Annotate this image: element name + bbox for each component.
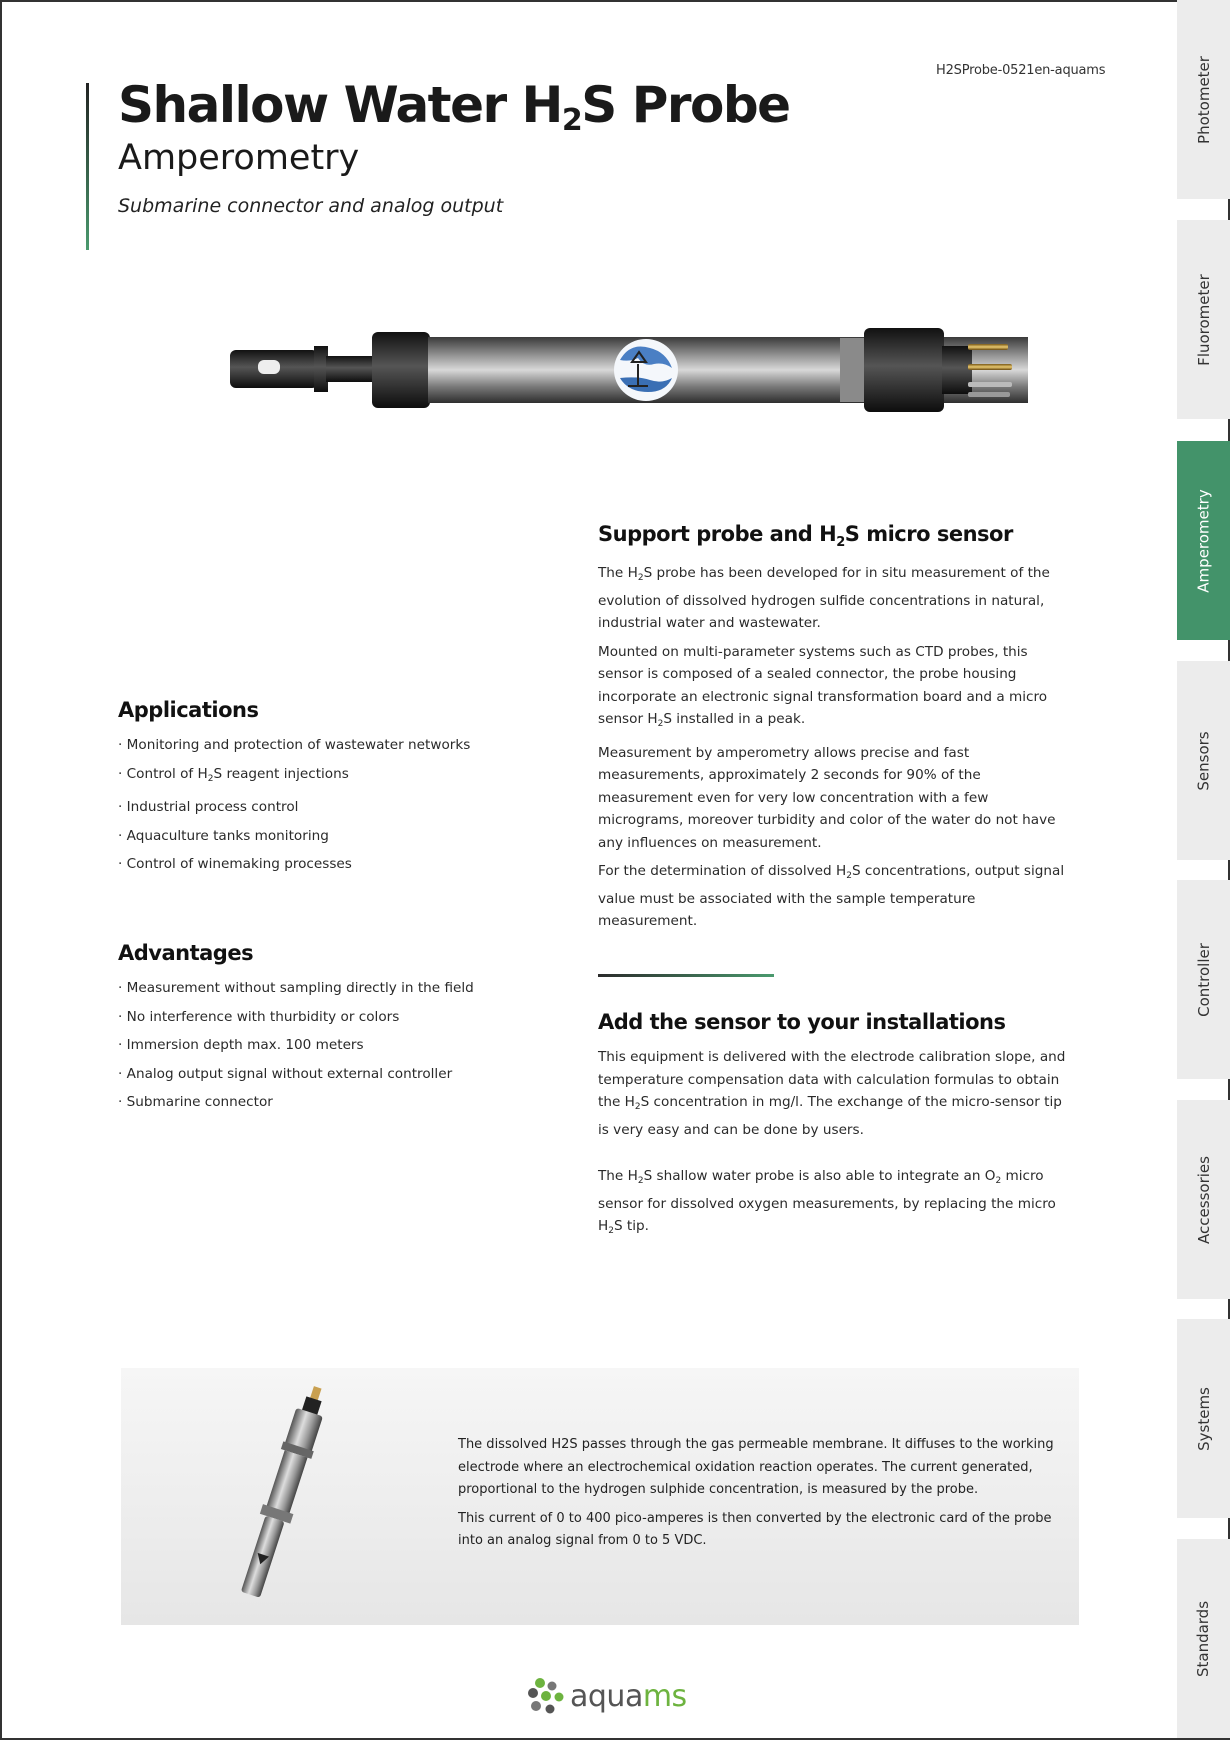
tab-standards[interactable]: Standards — [1177, 1539, 1230, 1738]
list-item: · Industrial process control — [118, 796, 558, 819]
advantages-list — [118, 977, 558, 1114]
sensor-tip-image — [216, 1383, 356, 1613]
logo-dots-icon — [526, 1677, 566, 1715]
tab-fluorometer[interactable]: Fluorometer — [1177, 220, 1230, 419]
tab-controller[interactable]: Controller — [1177, 880, 1230, 1079]
list-item: · Immersion depth max. 100 meters — [118, 1034, 558, 1057]
logo-wordmark: aquams — [570, 1678, 687, 1714]
aquams-logo — [526, 1676, 687, 1716]
principle-info-box — [121, 1368, 1079, 1625]
applications-list — [118, 734, 558, 876]
principle-paragraph-2: This current of 0 to 400 pico-amperes is then converted by the electronic card of the probe into an analog signal from 0 to 5 VDC. — [458, 1510, 1052, 1548]
add-sensor-paragraph-1: This equipment is delivered with the electrode calibration slope, and temperature compensation data with calculation formulas to obtain the $H_2S$ concentration in mg/l. The exchange of the micro-sensor tip is very easy and can be done by users. — [598, 1049, 1066, 1138]
support-probe-heading: Support probe and $H_2S$ micro sensor — [598, 522, 1013, 550]
list-item: · Submarine connector — [118, 1091, 558, 1114]
list-item: · Measurement without sampling directly in the field — [118, 977, 558, 1000]
applications-section — [118, 698, 558, 882]
tab-accessories[interactable]: Accessories — [1177, 1100, 1230, 1299]
principle-paragraph-1: The dissolved H2S passes through the gas permeable membrane. It diffuses to the working electrode where an electrochemical oxidation reaction operates. The current generated, proportional to the hydrogen sulphide concentration, is measured by the probe. — [458, 1437, 1054, 1497]
tab-photometer[interactable]: Photometer — [1177, 0, 1230, 199]
support-probe-section — [598, 522, 1068, 939]
title-accent-bar — [86, 83, 89, 250]
add-sensor-heading: Add the sensor to your installations — [598, 1010, 1006, 1034]
document-code: H2SProbe-0521en-aquams — [936, 63, 1106, 78]
support-paragraph-1: The $H_2S$ probe has been developed for in situ measurement of the evolution of dissolved hydrogen sulfide concentrations in natural, industrial water and wastewater. — [598, 565, 1050, 631]
tab-systems[interactable]: Systems — [1177, 1319, 1230, 1518]
add-sensor-section — [598, 1010, 1068, 1243]
support-paragraph-3: Measurement by amperometry allows precise and fast measurements, approximately 2 seconds for 90% of the measurement even for very low concentration with a few micrograms, moreover turbidity and color of the water do not have any influences on measurement. — [598, 744, 1056, 851]
support-paragraph-2: Mounted on multi-parameter systems such as CTD probes, this sensor is composed of a sealed connector, the probe housing incorporate an electronic signal transformation board and a micro sensor $H_2S$ installed in a peak. — [598, 643, 1048, 729]
category-side-tabs — [1177, 0, 1230, 1740]
advantages-section — [118, 941, 558, 1120]
page-tagline: Submarine connector and analog output — [118, 195, 504, 217]
list-item: · No interference with thurbidity or colors — [118, 1006, 558, 1029]
list-item: · Control of $H_2S$ reagent injections — [118, 763, 558, 791]
principle-text — [458, 1434, 1058, 1559]
list-item: · Monitoring and protection of wastewater networks — [118, 734, 558, 757]
applications-heading: Applications — [118, 698, 259, 722]
tab-sensors[interactable]: Sensors — [1177, 661, 1230, 860]
advantages-heading: Advantages — [118, 941, 254, 965]
list-item: · Control of winemaking processes — [118, 853, 558, 876]
page-title: Shallow Water $H_2S$ Probe — [118, 76, 790, 138]
support-paragraph-4: For the determination of dissolved $H_2S$ concentrations, output signal value must be associated with the sample temperature measurement. — [598, 863, 1065, 929]
list-item: · Aquaculture tanks monitoring — [118, 825, 558, 848]
page-subtitle: Amperometry — [118, 138, 360, 178]
add-sensor-paragraph-2: The $H_2S$ shallow water probe is also able to integrate an $O_2$ micro sensor for dissolved oxygen measurements, by replacing the micro $H_2S$ tip. — [598, 1168, 1056, 1236]
probe-product-image — [228, 320, 1028, 420]
tab-amperometry[interactable]: Amperometry — [1177, 441, 1230, 640]
list-item: · Analog output signal without external controller — [118, 1063, 558, 1086]
section-divider — [598, 974, 774, 977]
